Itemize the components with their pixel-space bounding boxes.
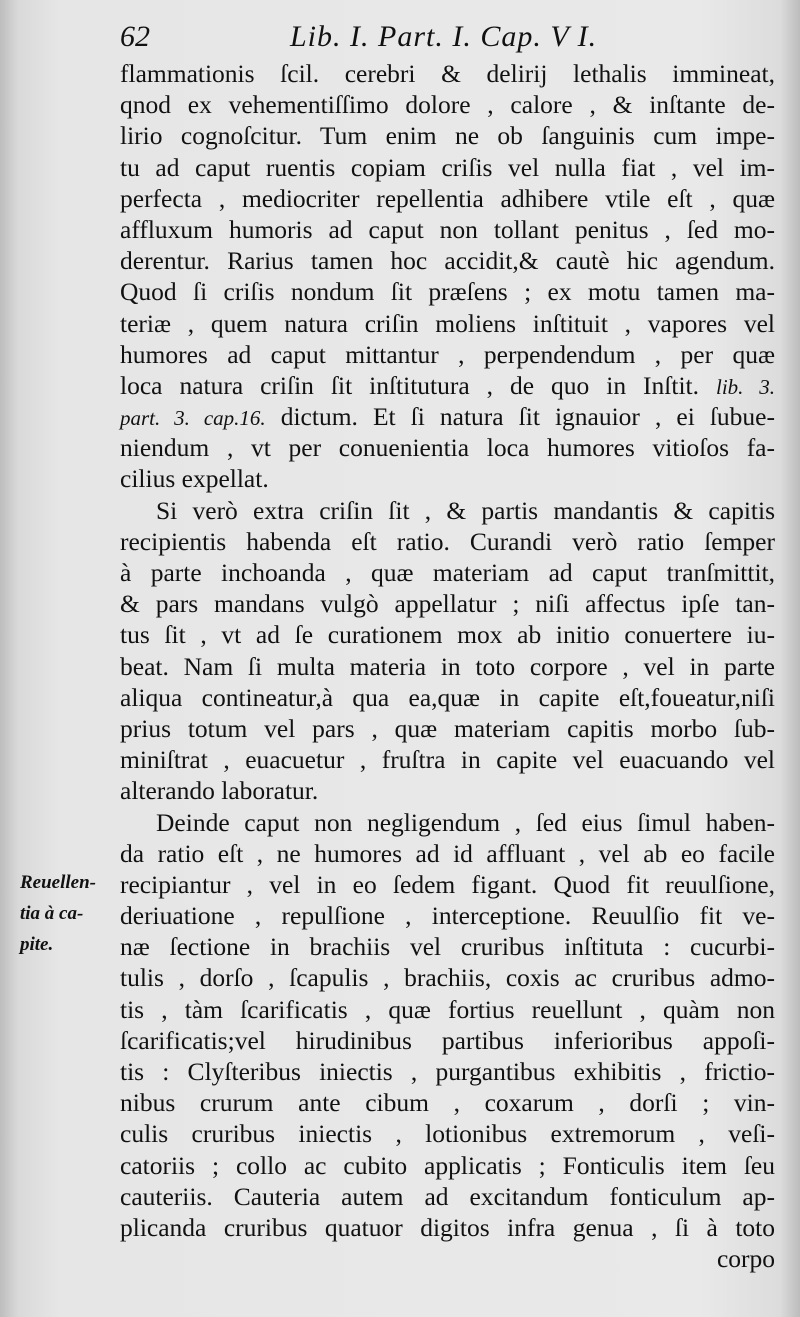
text-segment: loca natura criſin ſit inſtitutura , de quo in Inſtit. (120, 370, 700, 400)
catchword: corpo (716, 1244, 775, 1274)
text-line: tis : Clyſteribus iniectis , purgantibus exhibitis , frictio- (120, 1057, 775, 1086)
page-header (120, 18, 640, 58)
text-line: & pars mandans vulgò appellatur ; niſi affectus ipſe tan- (120, 589, 775, 619)
paragraph-1 (120, 58, 775, 495)
text-line: deriuatione , repulſione , interceptione. Reuulſio fit ve- (120, 901, 775, 931)
italic-reference: lib. 3. (715, 374, 775, 399)
text-line: niendum , vt per conuenientia loca humores vitioſos fa- (120, 433, 775, 463)
text-line: beat. Nam ſi multa materia in toto corpore , vel in parte (120, 651, 775, 681)
text-line (120, 401, 775, 432)
text-line: tus ſit , vt ad ſe curationem mox ab initio conuertere iu- (120, 620, 775, 650)
marginal-note-line: tia à ca- (20, 903, 84, 924)
text-line: tis , tàm ſcarificatis , quæ fortius reuellunt , quàm non (120, 994, 775, 1024)
body-text (120, 58, 775, 1274)
text-line: prius totum vel pars , quæ materiam capitis morbo ſub- (120, 713, 775, 743)
text-line: Quod ſi criſis nondum ſit præſens ; ex motu tamen ma- (120, 277, 775, 307)
text-line: affluxum humoris ad caput non tollant penitus , ſed mo- (120, 214, 775, 244)
text-line (120, 370, 775, 401)
text-line: nibus crurum ante cibum , coxarum , dorſi ; vin- (120, 1088, 775, 1118)
text-line: cilius expellat. (120, 464, 269, 494)
running-head: Lib. I. Part. I. Cap. V I. (290, 20, 598, 53)
paragraph-2 (120, 495, 775, 807)
marginal-note-line: pite. (20, 934, 54, 955)
text-line: à parte inchoanda , quæ materiam ad caput tranſmittit, (120, 558, 775, 587)
marginal-note (20, 867, 120, 960)
text-line: perfecta , mediocriter repellentia adhibere vtile eſt , quæ (120, 183, 775, 213)
text-line: aliqua contineatur,à qua ea,quæ in capite eſt,foueatur,niſi (120, 682, 775, 712)
text-segment: dictum. Et ſi natura ſit ignauior , ei ſubue- (280, 402, 775, 432)
text-line: qnod ex vehementiſſimo dolore , calore , & inſtante de- (120, 90, 775, 120)
text-line: ſcarificatis;vel hirudinibus partibus inferioribus appoſi- (120, 1025, 775, 1055)
text-line: alterando laboratur. (120, 776, 319, 806)
text-line: derentur. Rarius tamen hoc accidit,& cautè hic agendum. (120, 246, 775, 276)
text-line: catoriis ; collo ac cubito applicatis ; Fonticulis item ſeu (120, 1150, 775, 1180)
text-line: tulis , dorſo , ſcapulis , brachiis, coxis ac cruribus admo- (120, 963, 775, 993)
text-line: humores ad caput mittantur , perpendendum , per quæ (120, 339, 775, 369)
text-line: recipientis habenda eſt ratio. Curandi verò ratio ſemper (120, 526, 775, 556)
text-line: da ratio eſt , ne humores ad id affluant , vel ab eo facile (120, 838, 775, 868)
italic-reference: part. 3. cap.16. (120, 406, 266, 431)
text-line: Deinde caput non negligendum , ſed eius ſimul haben- (156, 807, 775, 837)
text-line: culis cruribus iniectis , lotionibus extremorum , veſi- (120, 1119, 775, 1149)
page-number: 62 (120, 20, 150, 53)
text-line: recipiantur , vel in eo ſedem figant. Quod fit reuulſione, (120, 869, 775, 899)
paragraph-3 (120, 807, 775, 1275)
text-line: lirio cognoſcitur. Tum enim ne ob ſanguinis cum impe- (120, 121, 775, 151)
text-line: cauteriis. Cauteria autem ad excitandum fonticulum ap- (120, 1181, 775, 1211)
marginal-note-line: Reuellen- (20, 872, 96, 893)
text-line: teriæ , quem natura criſin moliens inſtituit , vapores vel (120, 308, 775, 338)
text-line: flammationis ſcil. cerebri & delirij lethalis immineat, (120, 59, 775, 88)
text-line: plicanda cruribus quatuor digitos infra genua , ſi à toto (120, 1212, 775, 1242)
text-line: tu ad caput ruentis copiam criſis vel nulla fiat , vel im- (120, 152, 775, 182)
text-line: næ ſectione in brachiis vel cruribus inſtituta : cucurbi- (120, 932, 775, 962)
text-line: miniſtrat , euacuetur , fruſtra in capite vel euacuando vel (120, 745, 775, 775)
text-line: Si verò extra criſin ſit , & partis mandantis & capitis (156, 495, 775, 525)
